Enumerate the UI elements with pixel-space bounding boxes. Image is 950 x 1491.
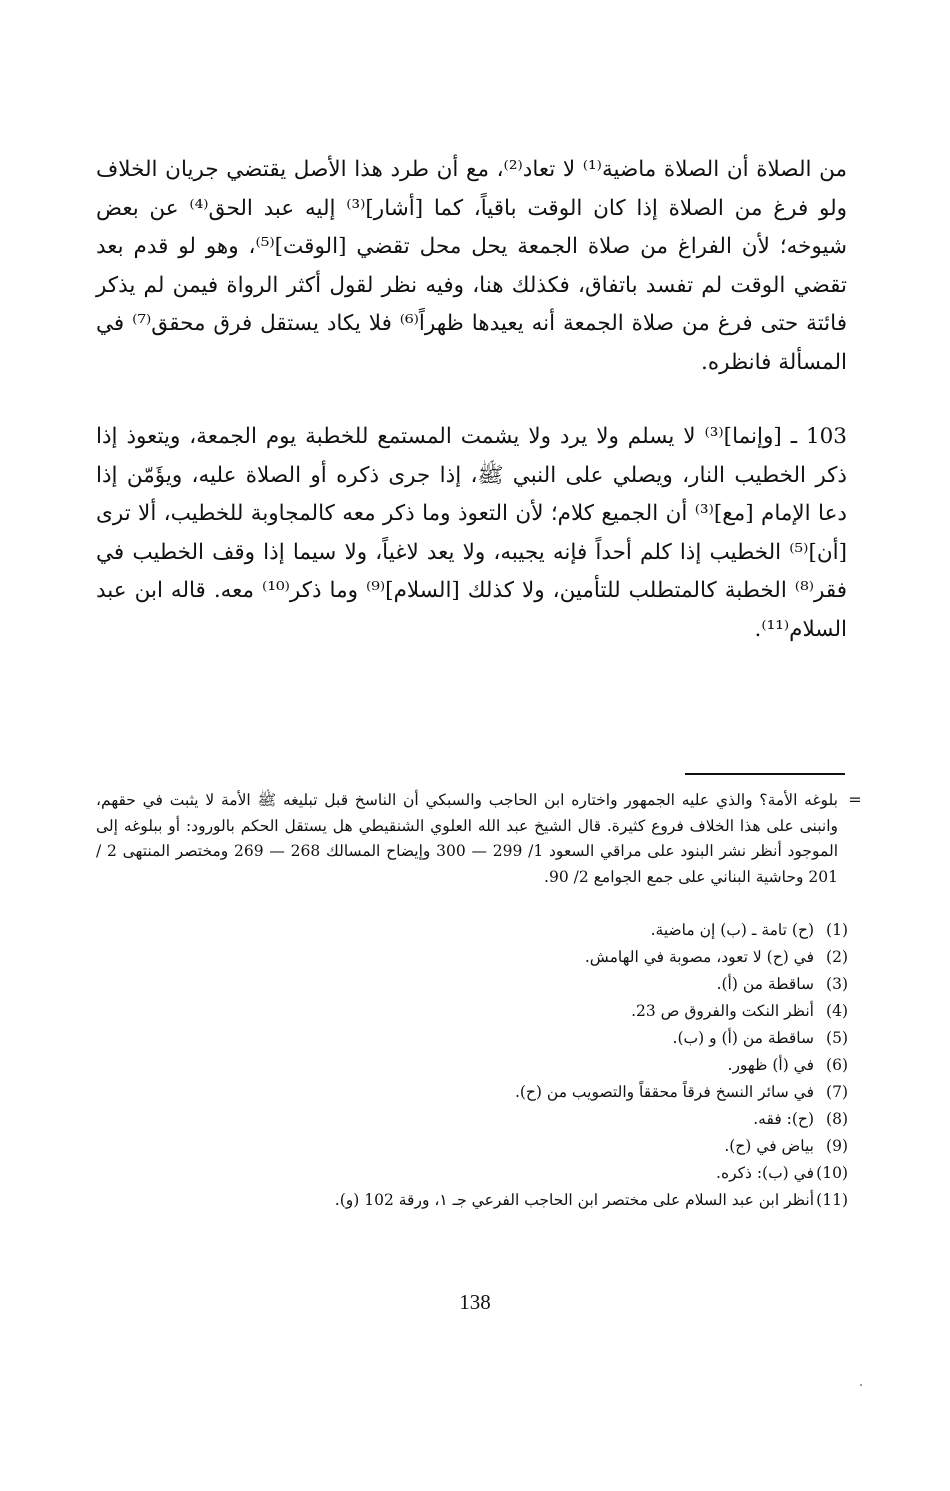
footnote-text: (ح): فقه. [753,1110,814,1128]
paragraph-number: 103 ـ [790,424,847,449]
footnote-6 [96,1052,848,1079]
footnote-8 [96,1106,848,1133]
footnote-text: في (أ) ظهور. [727,1056,814,1074]
footnote-10 [96,1160,848,1187]
paragraph-103-text: [وإنما]⁽³⁾ لا يسلم ولا يرد ولا يشمت المستمع للخطبة يوم الجمعة، ويتعوذ إذا ذكر الخطيب النار، ويصلي على النبي ﷺ، إذا جرى ذكره أو الصلاة عليه، ويؤَمّن إذا دعا الإمام [مع]⁽³⁾ أن الجميع كلام؛ لأن التعوذ وما ذكر معه كالمجاوبة للخطيب، ألا ترى [أن]⁽⁵⁾ الخطيب إذا كلم أحداً فإنه يجيبه، ولا يعد لاغياً، ولا سيما إذا وقف الخطيب في فقر⁽⁸⁾ الخطبة كالمتطلب للتأمين، ولا كذلك [السلام]⁽⁹⁾ وما ذكر⁽¹⁰⁾ معه. قاله ابن عبد السلام⁽¹¹⁾. [96,424,848,642]
footnote-number: (4) [826,1002,848,1020]
footnote-7 [96,1079,848,1106]
footnote-text: أنظر النكت والفروق ص 23. [631,1002,814,1020]
footnote-number: (9) [826,1137,848,1155]
footnote-text: ساقطة من (أ) و (ب). [672,1029,814,1047]
footnote-number: (10) [816,1164,848,1182]
footnote-text: في (ح) لا تعود، مصوبة في الهامش. [584,948,814,966]
footnote-text: بياض في (ح). [724,1137,814,1155]
footnote-1 [96,917,848,944]
footnote-4 [96,998,848,1025]
footnote-text: ساقطة من (أ). [716,975,814,993]
footnote-number: (3) [826,975,848,993]
footnote-text: (ح) تامة ـ (ب) إن ماضية. [650,921,814,939]
footnote-number: (8) [826,1110,848,1128]
footnote-number: (1) [826,921,848,939]
footnote-number: (11) [816,1191,848,1209]
page-number: 138 [459,1290,491,1314]
footnote-2 [96,944,848,971]
footnote-text: أنظر ابن عبد السلام على مختصر ابن الحاجب الفرعي جـ ١، ورقة 102 (و). [334,1191,814,1209]
footnote-5 [96,1025,848,1052]
footnote-list [96,917,848,1214]
footnote-text: في سائر النسخ فرقاً محققاً والتصويب من (ح). [514,1083,814,1101]
body-paragraph-1: من الصلاة أن الصلاة ماضية⁽¹⁾ لا تعاد⁽²⁾، مع أن طرد هذا الأصل يقتضي جريان الخلاف ولو فرغ من الصلاة إذا كان الوقت باقياً، كما [أشار]⁽³⁾ إليه عبد الحق⁽⁴⁾ عن بعض شيوخه؛ لأن الفراغ من صلاة الجمعة يحل محل تقضي [الوقت]⁽⁵⁾، وهو لو قدم بعد تقضي الوقت لم تفسد باتفاق، فكذلك هنا، وفيه نظر لقول أكثر الرواة فيمن لم يذكر فائتة حتى فرغ من صلاة الجمعة أنه يعيدها ظهراً⁽⁶⁾ فلا يكاد يستقل فرق محقق⁽⁷⁾ في المسألة فانظره. [96,157,848,375]
footnote-separator [685,773,845,775]
footnote-number: (7) [826,1083,848,1101]
footnote-9 [96,1133,848,1160]
footnote-continuation-marker: = [848,790,862,809]
footnote-11 [96,1187,848,1214]
footnote-3 [96,971,848,998]
body-paragraph-103 [96,418,847,649]
scan-speck [860,1384,862,1386]
footnote-number: (2) [826,948,848,966]
footnote-number: (5) [826,1029,848,1047]
footnote-text: في (ب): ذكره. [716,1164,814,1182]
footnote-number: (6) [826,1056,848,1074]
footnote-continuation: بلوغه الأمة؟ والذي عليه الجمهور واختاره ابن الحاجب والسبكي أن الناسخ قبل تبليغه ﷺ الأمة لا يثبت في حقهم، وانبنى على هذا الخلاف فروع كثيرة. قال الشيخ عبد الله العلوي الشنقيطي هل يستقل الحكم بالورود: أو ببلوغه إلى الموجود أنظر نشر البنود على مراقي السعود 1/ 299 — 300 وإيضاح المسالك 268 — 269 ومختصر المنتهى 2 / 201 وحاشية البناني على جمع الجوامع 2/ 90. [96,791,839,886]
